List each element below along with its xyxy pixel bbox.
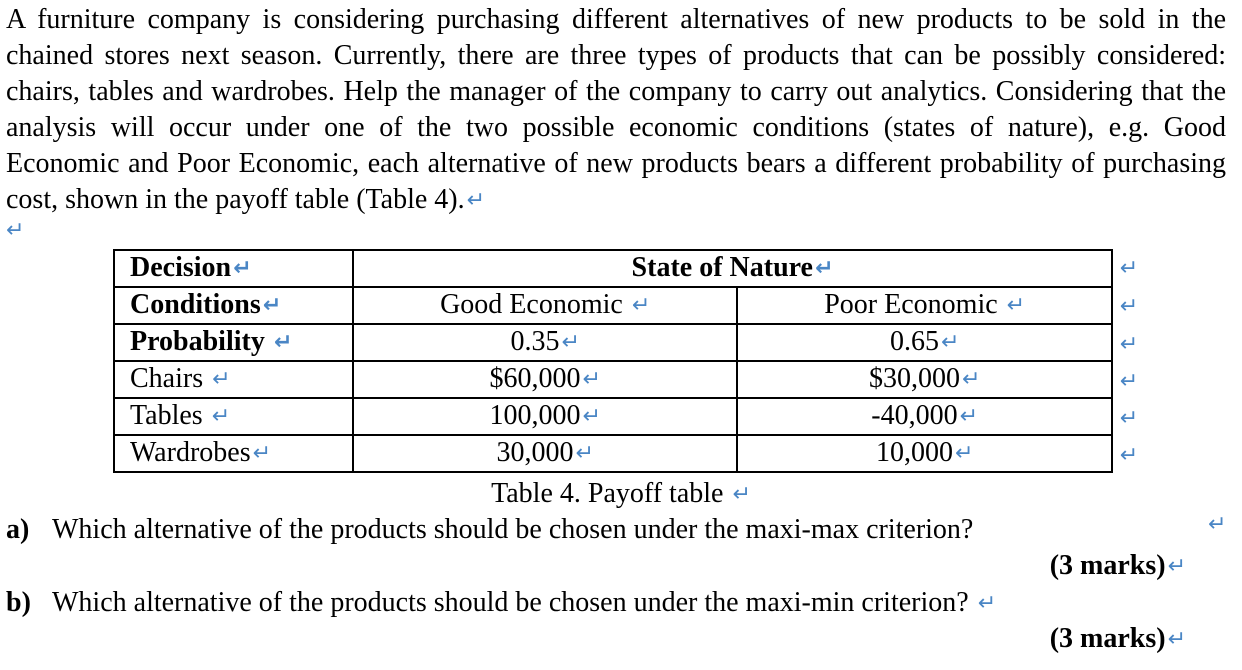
- paragraph-mark-icon: ↵: [466, 188, 486, 213]
- paragraph-mark-icon: ↵: [1208, 512, 1227, 537]
- decision-header: Decision: [130, 251, 232, 283]
- cell-mark-icon: ↵: [940, 329, 960, 355]
- poor-payoff: 10,000: [875, 436, 953, 468]
- poor-payoff: $30,000: [868, 362, 960, 394]
- table-row: [114, 398, 1112, 435]
- table-cell: [737, 324, 1112, 361]
- good-probability: 0.35: [510, 325, 560, 357]
- question-label: b): [6, 587, 31, 618]
- table-cell: [737, 287, 1112, 324]
- payoff-table: [113, 249, 1113, 473]
- row-end-mark-icon: ↵: [1119, 406, 1139, 431]
- question-b: [6, 585, 996, 622]
- poor-probability: 0.65: [889, 325, 939, 357]
- cell-mark-icon: ↵: [1006, 292, 1026, 318]
- cell-mark-icon: ↵: [575, 440, 594, 466]
- table-cell: [353, 361, 737, 398]
- caption-text: Table 4. Payoff table: [491, 478, 731, 509]
- cell-mark-icon: ↵: [212, 366, 231, 392]
- question-a-marks: [1050, 548, 1186, 585]
- cell-mark-icon: ↵: [252, 440, 272, 466]
- question-text: Which alternative of the products should be chosen under the maxi-max criterion?: [52, 514, 974, 545]
- table-row: [114, 287, 1112, 324]
- table-cell: [114, 398, 353, 435]
- row-end-mark-icon: ↵: [1119, 332, 1139, 357]
- cell-mark-icon: ↵: [262, 292, 282, 318]
- table-cell: [353, 435, 737, 472]
- marks-text: (3 marks): [1049, 550, 1166, 581]
- table-cell: [114, 287, 353, 324]
- table-cell: [353, 398, 737, 435]
- table-cell: [114, 324, 353, 361]
- good-payoff: $60,000: [489, 362, 581, 394]
- row-end-mark-icon: ↵: [1119, 294, 1139, 319]
- row-end-mark-icon: ↵: [1119, 443, 1139, 468]
- table-cell: [737, 435, 1112, 472]
- good-payoff: 100,000: [489, 399, 581, 431]
- table-cell: [114, 435, 353, 472]
- poor-payoff: -40,000: [871, 399, 958, 431]
- paragraph-mark-icon: ↵: [977, 591, 997, 616]
- cell-mark-icon: ↵: [233, 255, 252, 281]
- probability-label: Probability: [130, 325, 272, 357]
- table-cell: [737, 398, 1112, 435]
- table-cell: [737, 361, 1112, 398]
- question-b-marks: [1050, 621, 1186, 658]
- cell-mark-icon: ↵: [582, 403, 601, 429]
- cell-mark-icon: ↵: [815, 255, 834, 281]
- poor-economic-header: Poor Economic: [824, 288, 1005, 320]
- paragraph-mark-icon: ↵: [1167, 627, 1186, 652]
- cell-mark-icon: ↵: [631, 292, 651, 318]
- cell-mark-icon: ↵: [211, 403, 231, 429]
- cell-mark-icon: ↵: [959, 403, 979, 429]
- table-cell: [353, 250, 1112, 287]
- paragraph-mark-icon: ↵: [1167, 554, 1186, 579]
- table-cell: [114, 361, 353, 398]
- question-a: [6, 512, 973, 548]
- state-of-nature-header: State of Nature: [631, 251, 813, 283]
- intro-text: A furniture company is considering purchasing different alternatives of new products to be sold in the chained stores next season. Currently, there are three types of products that can be possibly considered: chairs, tables and wardrobes. Help the manager of the company to carry out analytics. Considering that the analysis will occur under one of the two possible economic conditions (states of nature), e.g. Good Economic and Poor Economic, each alternative of new products bears a different probability of purchasing cost, shown in the payoff table (Table 4).: [6, 4, 1226, 215]
- cell-mark-icon: ↵: [561, 329, 580, 355]
- table-row: [114, 435, 1112, 472]
- cell-mark-icon: ↵: [961, 366, 981, 392]
- good-economic-header: Good Economic: [440, 288, 630, 320]
- conditions-label: Conditions: [130, 288, 261, 320]
- paragraph-mark-icon: ↵: [732, 482, 751, 507]
- alternative-name: Tables: [130, 399, 210, 431]
- table-cell: [114, 250, 353, 287]
- table-row: [114, 250, 1112, 287]
- alternative-name: Chairs: [130, 362, 211, 394]
- alternative-name: Wardrobes: [130, 436, 251, 468]
- table-row: [114, 361, 1112, 398]
- table-row: [114, 324, 1112, 361]
- good-payoff: 30,000: [496, 436, 574, 468]
- row-end-mark-icon: ↵: [1119, 369, 1139, 394]
- marks-text: (3 marks): [1049, 623, 1166, 654]
- table-cell: [353, 324, 737, 361]
- intro-paragraph: [6, 2, 1226, 219]
- question-text: Which alternative of the products should be chosen under the maxi-min criterion?: [52, 587, 976, 618]
- table-caption: [0, 476, 1242, 513]
- paragraph-mark-icon: ↵: [6, 218, 25, 243]
- question-label: a): [6, 514, 30, 545]
- row-end-mark-icon: ↵: [1119, 256, 1139, 281]
- table-cell: [353, 287, 737, 324]
- cell-mark-icon: ↵: [954, 440, 974, 466]
- cell-mark-icon: ↵: [582, 366, 601, 392]
- cell-mark-icon: ↵: [273, 329, 293, 355]
